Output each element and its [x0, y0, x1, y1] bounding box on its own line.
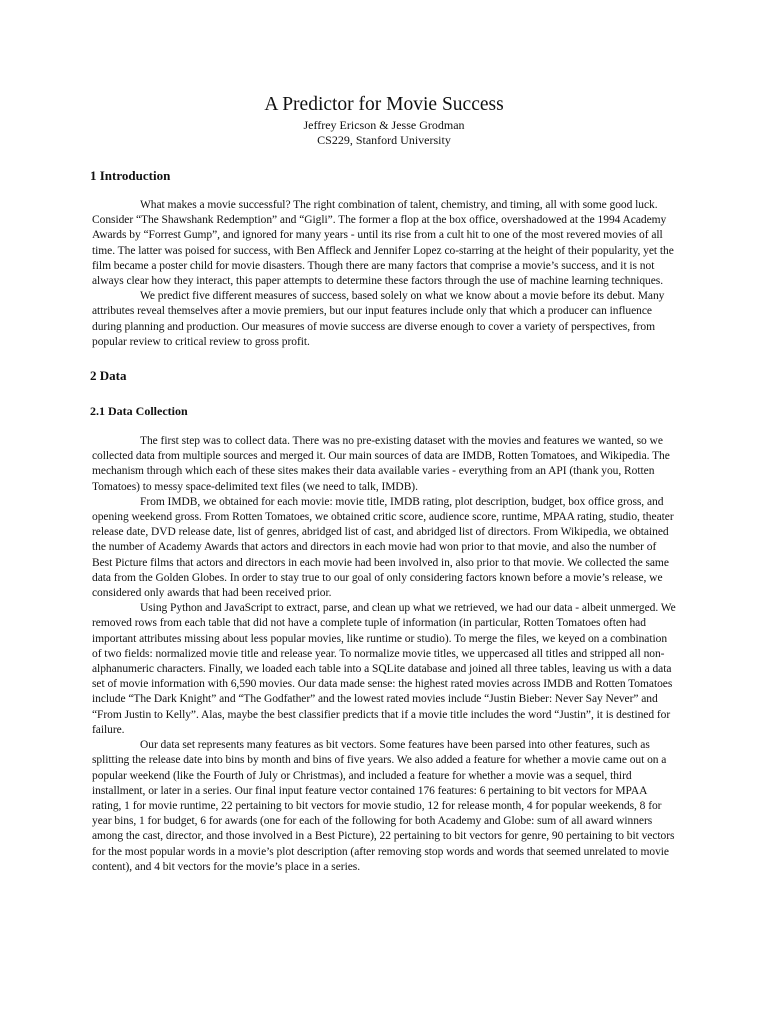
intro-paragraph: We predict five different measures of success, based solely on what we know about a movie before its debut. Many attributes reveal themselves after a movie premiers, but our input features include only that which a producer can influence during planning and production. Our measures of movie success are diverse enough to cover a variety of perspectives, from popular review to critical review to gross profit. [92, 290, 665, 348]
paper-authors: Jeffrey Ericson & Jesse Grodman [303, 118, 465, 132]
subsection-heading-data-collection: 2.1 Data Collection [90, 404, 188, 419]
data-collection-paragraph: Using Python and JavaScript to extract, parse, and clean up what we retrieved, we had our data - albeit unmerged. We removed rows from each table that did not have a complete tuple of information (in particular, Rotten Tomatoes often had important attributes missing about less popular movies, like runtime or studio). To merge the files, we keyed on a combination of two fields: normalized movie title and release year. To normalize movie titles, we uppercased all titles and stripped all non-alphanumeric characters. Finally, we loaded each table into a SQLite database and joined all three tables, leaving us with a data set of movie information with 6,590 movies. Our data made sense: the highest rated movies across IMDB and Rotten Tomatoes include “The Dark Knight” and “The Godfather” and the lowest rated movies include “Justin Bieber: Never Say Never” and “From Justin to Kelly”. Alas, maybe the best classifier predicts that if a movie title includes the word “Justin”, it is destined for failure. [92, 602, 676, 736]
paper-title: A Predictor for Movie Success [264, 94, 504, 115]
data-collection-paragraph: The first step was to collect data. There was no pre-existing dataset with the movies and features we wanted, so we collected data from multiple sources and merged it. Our main sources of data are IMDB, Rotten Tomatoes, and Wikipedia. The mechanism through which each of these sites makes their data available varies - everything from an API (thank you, Rotten Tomatoes) to messy space-delimited text files (we need to talk, IMDB). [92, 435, 670, 493]
section-heading-introduction: 1 Introduction [90, 168, 171, 183]
section-heading-data: 2 Data [90, 368, 127, 384]
data-collection-paragraph: From IMDB, we obtained for each movie: movie title, IMDB rating, plot description, budget, box office gross, and opening weekend gross. From Rotten Tomatoes, we obtained critic score, audience score, runtime, MPAA rating, studio, theater release date, DVD release date, list of genres, abridged list of cast, and abridged list of directors. From Wikipedia, we obtained the number of Academy Awards that actors and directors in each movie had won prior to that movie, and also the number of Best Picture films that actors and directors in each movie had been involved in, also prior to that movie. We collected the same data from the Golden Globes. In order to stay true to our goal of only considering factors known before a movie’s release, we considered only awards that had been received prior. [92, 495, 674, 600]
intro-paragraph: What makes a movie successful? The right combination of talent, chemistry, and timing, all with some good luck. Consider “The Shawshank Redemption” and “Gigli”. The former a flop at the box office, overshadowed at the 1994 Academy Awards by “Forrest Gump”, and ignored for many years - until its rise from a cult hit to one of the most revered movies of all time. The latter was poised for success, with Ben Affleck and Jennifer Lopez co-starring at the height of their popularity, yet the film became a poster child for movie disasters. Though there are many factors that comprise a movie’s success, and it is not always clear how they interact, this paper attempts to determine these factors through the use of machine learning techniques. [92, 199, 674, 288]
paper-affiliation: CS229, Stanford University [317, 133, 451, 147]
data-collection-paragraph: Our data set represents many features as bit vectors. Some features have been parsed into other features, such as splitting the release date into bins by month and bins of five years. We also added a feature for whether a movie came out on a popular weekend (like the Fourth of July or Christmas), and included a feature for whether a movie was a sequel, third installment, or later in a series. Our final input feature vector contained 176 features: 6 pertaining to bit vectors for MPAA rating, 1 for movie runtime, 22 pertaining to bit vectors for movie studio, 12 for release month, 4 for popular weekends, 8 for year bins, 1 for budget, 6 for awards (one for each of the following for both Academy and Globe: sum of all award winners among the cast, director, and those involved in a Best Picture), 22 pertaining to bit vectors for genre, 90 pertaining to bit vectors for the most popular words in a movie’s plot description (after removing stop words and words that seemed unrelated to movie content), and 4 bit vectors for the movie’s place in a series. [92, 739, 675, 873]
